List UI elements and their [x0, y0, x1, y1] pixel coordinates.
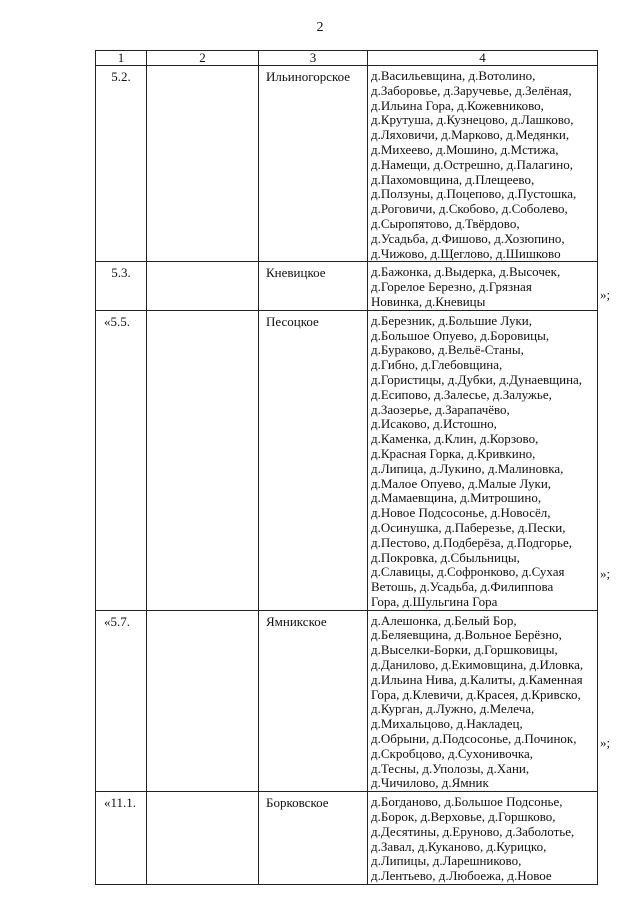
row-col2	[147, 792, 259, 885]
village-list: д.Богданово, д.Большое Подсонье, д.Борок, д.Верховье, д.Горшково, д.Десятины, д.Еруново, д.Заболотье, д.Завал, д.Куканово, д.Курицко, д.Липицы, д.Ларешниково, д.Лентьево, д.Любоежа, д.Новое	[368, 792, 598, 885]
row-col2	[147, 310, 259, 610]
row-number: 5.3.	[96, 262, 147, 310]
settlement-name: Песоцкое	[259, 310, 368, 610]
table-row	[96, 792, 598, 885]
header-row	[96, 51, 598, 66]
row-number: «5.7.	[96, 610, 147, 792]
settlement-name: Ильиногорское	[259, 66, 368, 262]
settlement-name: Кневицкое	[259, 262, 368, 310]
closing-quote-5-3: »;	[600, 287, 611, 302]
table-row	[96, 262, 598, 310]
row-col2	[147, 262, 259, 310]
village-list: д.Васильевщина, д.Вотолино, д.Заборовье, д.Заручевье, д.Зелёная, д.Ильина Гора, д.Кожевниково, д.Крутуша, д.Кузнецово, д.Лашково, д.Ляховичи, д.Марково, д.Медянки, д.Михеево, д.Мошино, д.Мстижа, д.Намещи, д.Острешно, д.Палагино, д.Пахомовщина, д.Плещеево, д.Ползуны, д.Поцепово, д.Пустошка, д.Роговичи, д.Скобово, д.Соболево, д.Сыропятово, д.Твёрдово, д.Усадьба, д.Фишово, д.Хозюпино, д.Чижово, д.Щеглово, д.Шишково	[368, 66, 598, 262]
village-list: д.Березник, д.Большие Луки, д.Большое Опуево, д.Боровицы, д.Бураково, д.Вельё-Станы, д.Гибно, д.Глебовщина, д.Гористицы, д.Дубки, д.Дунаевщина, д.Есипово, д.Залесье, д.Залужье, д.Заозерье, д.Зарапачёво, д.Исаково, д.Истошно, д.Каменка, д.Клин, д.Корзово, д.Красная Горка, д.Кривкино, д.Липица, д.Лукино, д.Малиновка, д.Малое Опуево, д.Малые Луки, д.Мамаевщина, д.Митрошино, д.Новое Подсосонье, д.Новосёл, д.Осинушка, д.Паберезье, д.Пески, д.Пестово, д.Подберёза, д.Подгорье, д.Покровка, д.Сбыльницы, д.Славицы, д.Софронково, д.Сухая Ветошь, д.Усадьба, д.Филиппова Гора, д.Шульгина Гора	[368, 310, 598, 610]
row-col2	[147, 610, 259, 792]
table-row	[96, 610, 598, 792]
row-number: 5.2.	[96, 66, 147, 262]
header-col-4: 4	[368, 51, 598, 66]
page-number: 2	[316, 20, 324, 35]
village-list: д.Бажонка, д.Выдерка, д.Высочек, д.Горелое Березно, д.Грязная Новинка, д.Кневицы	[368, 262, 598, 310]
header-col-1: 1	[96, 51, 147, 66]
row-number: «11.1.	[96, 792, 147, 885]
row-col2	[147, 66, 259, 262]
closing-quote-5-7: »;	[600, 735, 611, 750]
header-col-3: 3	[259, 51, 368, 66]
row-number: «5.5.	[96, 310, 147, 610]
closing-quote-5-5: »;	[600, 566, 611, 581]
table-row	[96, 66, 598, 262]
settlement-name: Борковское	[259, 792, 368, 885]
table-row	[96, 310, 598, 610]
settlement-name: Ямникское	[259, 610, 368, 792]
settlements-table	[95, 50, 598, 885]
header-col-2: 2	[147, 51, 259, 66]
village-list: д.Алешонка, д.Белый Бор, д.Беляевщина, д.Вольное Берёзно, д.Выселки-Борки, д.Горшковицы, д.Данилово, д.Екимовщина, д.Иловка, д.Ильина Нива, д.Калиты, д.Каменная Гора, д.Клевичи, д.Красея, д.Кривско, д.Курган, д.Лужно, д.Мелеча, д.Михальцово, д.Накладец, д.Обрыни, д.Подсосонье, д.Починок, д.Скробцово, д.Сухонивочка, д.Тесны, д.Уполозы, д.Хани, д.Чичилово, д.Ямник	[368, 610, 598, 792]
